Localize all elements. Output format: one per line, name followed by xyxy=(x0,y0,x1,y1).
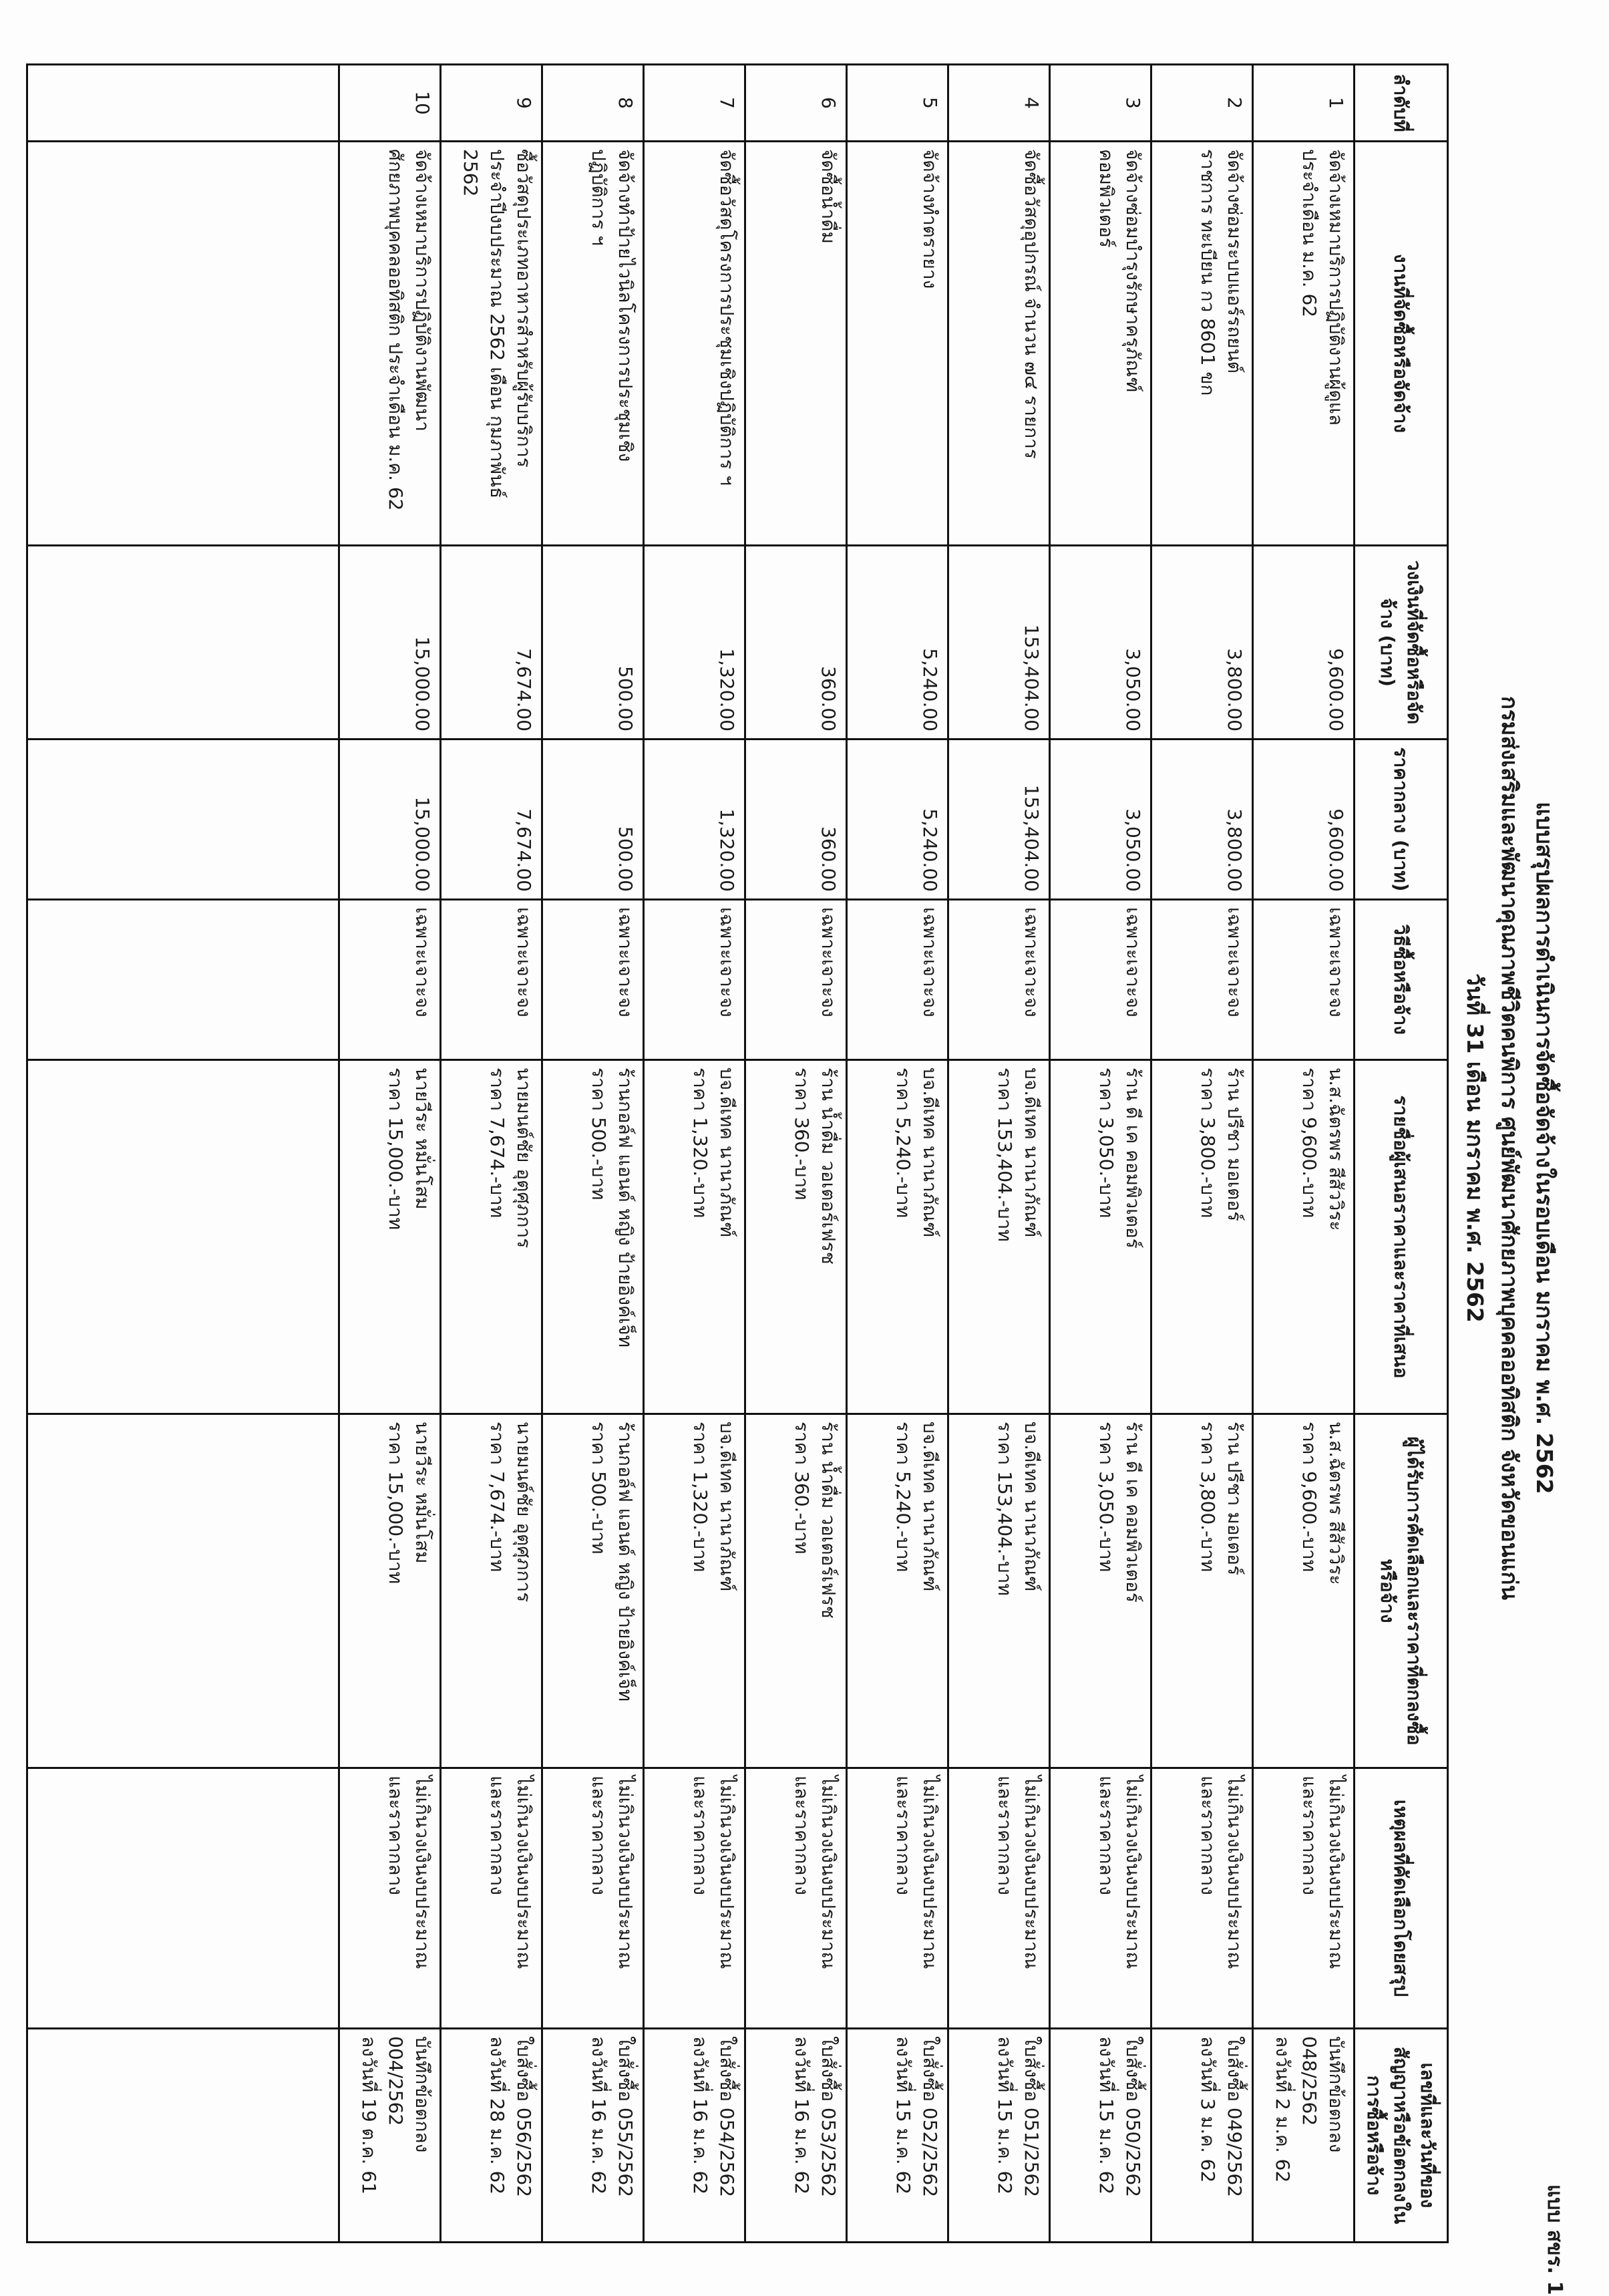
blank-cell xyxy=(27,1768,339,2029)
row-number xyxy=(644,65,745,142)
procurement-item-text: ปฏิบัติการ ฯ xyxy=(588,149,610,246)
budget-amount-text: 3,050.00 xyxy=(1122,648,1144,731)
selection-reason-text: ไม่เกินวงเงินงบประมาณ xyxy=(1224,1776,1246,1969)
bidder-and-price-text: ราคา 3,050.-บาท xyxy=(1095,1068,1117,1218)
selected-vendor-and-price-text: ร้าน ปรีชา มอเตอร์ xyxy=(1224,1422,1246,1576)
table-header-row xyxy=(1355,65,1448,2243)
contract-reference xyxy=(1253,2029,1355,2243)
row-number-text: 7 xyxy=(716,97,738,109)
contract-reference-text: ใบสั่งซื้อ 049/2562 xyxy=(1224,2036,1246,2198)
procurement-item-text: ศักยภาพบุคคลออทิสติก ประจำเดือน ม.ค. 62 xyxy=(385,149,407,511)
document-date: วันที่ 31 เดือน มกราคม พ.ศ. 2562 xyxy=(1462,973,1488,1323)
column-header: ราคากลาง (บาท) xyxy=(1355,740,1448,900)
contract-reference-text: ใบสั่งซื้อ 051/2562 xyxy=(1021,2036,1043,2198)
selection-reason-text: และราคากลาง xyxy=(1197,1776,1219,1895)
contract-reference-text: บันทึกข้อตกลง 004/2562 xyxy=(385,2036,433,2153)
selection-reason-text: และราคากลาง xyxy=(689,1776,711,1895)
contract-reference xyxy=(339,2029,441,2243)
bidder-and-price xyxy=(1253,1060,1355,1414)
procurement-method xyxy=(441,900,542,1060)
budget-amount-text: 360.00 xyxy=(818,666,840,731)
row-number xyxy=(542,65,644,142)
procurement-item xyxy=(441,142,542,546)
selection-reason-text: และราคากลาง xyxy=(791,1776,813,1895)
row-number-text: 3 xyxy=(1122,97,1144,109)
budget-amount-text: 15,000.00 xyxy=(411,636,433,731)
row-number xyxy=(1151,65,1253,142)
budget-amount xyxy=(1151,546,1253,740)
column-header: วงเงินที่จัดซื้อหรือจัดจ้าง (บาท) xyxy=(1355,546,1448,740)
selection-reason xyxy=(644,1768,745,2029)
row-number xyxy=(339,65,441,142)
budget-amount xyxy=(339,546,441,740)
median-price-text: 3,050.00 xyxy=(1122,808,1144,892)
selection-reason xyxy=(948,1768,1050,2029)
procurement-method xyxy=(339,900,441,1060)
contract-reference-text: ลงวันที่ 16 ม.ค. 62 xyxy=(588,2036,610,2195)
column-header: ผู้ได้รับการคัดเลือกและราคาที่ตกลงซื้อหรือจ้าง xyxy=(1355,1414,1448,1768)
column-header: งานที่จัดซื้อหรือจัดจ้าง xyxy=(1355,142,1448,546)
procurement-method-text: เฉพาะเจาะจง xyxy=(1325,907,1347,1017)
row-number-text: 8 xyxy=(614,97,637,109)
selected-vendor-and-price-text: ร้าน น้ำดื่ม วอเตอร์เฟรช xyxy=(818,1422,840,1619)
selected-vendor-and-price-text: นายวีระ หมั่นโสม xyxy=(411,1422,433,1564)
procurement-method-text: เฉพาะเจาะจง xyxy=(1122,907,1144,1017)
procurement-method-text: เฉพาะเจาะจง xyxy=(1224,907,1246,1017)
procurement-item-text: จัดจ้างทำป้ายไวนิลโครงการประชุมเชิง xyxy=(614,149,637,462)
blank-cell xyxy=(27,2029,339,2243)
procurement-method-text: เฉพาะเจาะจง xyxy=(411,907,433,1017)
row-number xyxy=(1050,65,1151,142)
selected-vendor-and-price-text: ราคา 3,050.-บาท xyxy=(1095,1422,1117,1573)
contract-reference xyxy=(847,2029,948,2243)
selection-reason xyxy=(1151,1768,1253,2029)
procurement-method-text: เฉพาะเจาะจง xyxy=(1021,907,1043,1017)
column-header: เหตุผลที่คัดเลือกโดยสรุป xyxy=(1355,1768,1448,2029)
budget-amount-text: 3,800.00 xyxy=(1224,648,1246,731)
table-row xyxy=(1151,65,1253,2243)
contract-reference xyxy=(644,2029,745,2243)
row-number-text: 5 xyxy=(919,97,941,109)
procurement-item-text: จัดจ้างซ่อมบำรุงรักษาครุภัณฑ์ xyxy=(1122,149,1144,393)
contract-reference xyxy=(1151,2029,1253,2243)
contract-reference xyxy=(745,2029,847,2243)
budget-amount-text: 7,674.00 xyxy=(513,648,535,731)
bidder-and-price-text: ราคา 9,600.-บาท xyxy=(1298,1068,1320,1218)
procurement-item xyxy=(1050,142,1151,546)
budget-amount-text: 5,240.00 xyxy=(919,648,941,731)
contract-reference-text: ลงวันที่ 16 ม.ค. 62 xyxy=(791,2036,813,2195)
budget-amount xyxy=(542,546,644,740)
selection-reason-text: และราคากลาง xyxy=(588,1776,610,1895)
bidder-and-price-text: ราคา 3,800.-บาท xyxy=(1197,1068,1219,1218)
table-row xyxy=(542,65,644,2243)
procurement-method xyxy=(847,900,948,1060)
selection-reason-text: ไม่เกินวงเงินงบประมาณ xyxy=(716,1776,738,1969)
median-price xyxy=(1253,740,1355,900)
procurement-item-text: ประจำเดือน ม.ค. 62 xyxy=(1298,149,1320,318)
budget-amount-text: 500.00 xyxy=(614,666,637,731)
agency-name: กรมส่งเสริมและพัฒนาคุณภาพชีวิตคนพิการ ศูนย์พัฒนาศักยภาพบุคคลออทิสติก จังหวัดขอนแก่น xyxy=(1497,695,1523,1601)
contract-reference-text: ลงวันที่ 15 ม.ค. 62 xyxy=(1095,2036,1117,2195)
selection-reason-text: ไม่เกินวงเงินงบประมาณ xyxy=(1122,1776,1144,1969)
bidder-and-price-text: นายมนต์ชัย อุตุศุภการ xyxy=(513,1068,535,1249)
procurement-item xyxy=(644,142,745,546)
median-price-text: 9,600.00 xyxy=(1325,808,1347,892)
selected-vendor-and-price xyxy=(948,1414,1050,1768)
row-number xyxy=(847,65,948,142)
procurement-item-text: ประจำปีงบประมาณ 2562 เดือน กุมภาพันธ์ 2562 xyxy=(460,149,508,499)
bidder-and-price-text: ราคา 360.-บาท xyxy=(791,1068,813,1200)
median-price-text: 153,404.00 xyxy=(1021,784,1043,892)
table-row xyxy=(644,65,745,2243)
bidder-and-price-text: ราคา 153,404.-บาท xyxy=(994,1068,1016,1242)
blank-cell xyxy=(27,1060,339,1414)
table-row xyxy=(1253,65,1355,2243)
median-price xyxy=(847,740,948,900)
median-price-text: 1,320.00 xyxy=(716,808,738,892)
procurement-item xyxy=(1151,142,1253,546)
selected-vendor-and-price xyxy=(644,1414,745,1768)
budget-amount-text: 9,600.00 xyxy=(1325,648,1347,731)
selected-vendor-and-price-text: ราคา 9,600.-บาท xyxy=(1298,1422,1320,1573)
median-price-text: 500.00 xyxy=(614,826,637,892)
budget-amount xyxy=(745,546,847,740)
budget-amount xyxy=(948,546,1050,740)
contract-reference xyxy=(948,2029,1050,2243)
bidder-and-price-text: ราคา 15,000.-บาท xyxy=(385,1068,407,1231)
median-price-text: 5,240.00 xyxy=(919,808,941,892)
procurement-method xyxy=(1151,900,1253,1060)
procurement-item-text: คอมพิวเตอร์ xyxy=(1095,149,1117,248)
selection-reason xyxy=(847,1768,948,2029)
median-price-text: 3,800.00 xyxy=(1224,808,1246,892)
procurement-method-text: เฉพาะเจาะจง xyxy=(818,907,840,1017)
row-number-text: 2 xyxy=(1224,97,1246,109)
selected-vendor-and-price xyxy=(1050,1414,1151,1768)
contract-reference-text: ลงวันที่ 28 ม.ค. 62 xyxy=(486,2036,508,2195)
procurement-item xyxy=(745,142,847,546)
selected-vendor-and-price xyxy=(441,1414,542,1768)
procurement-item xyxy=(847,142,948,546)
bidder-and-price-text: ร้าน ดี เค คอมพิวเตอร์ xyxy=(1122,1068,1144,1249)
median-price xyxy=(339,740,441,900)
procurement-method xyxy=(644,900,745,1060)
table-row xyxy=(1050,65,1151,2243)
bidder-and-price-text: ราคา 500.-บาท xyxy=(588,1068,610,1200)
procurement-method-text: เฉพาะเจาะจง xyxy=(513,907,535,1017)
selected-vendor-and-price-text: บจ.ดีเทค นานาภัณฑ์ xyxy=(1021,1422,1043,1592)
bidder-and-price-text: นายวีระ หมั่นโสม xyxy=(411,1068,433,1210)
blank-cell xyxy=(27,546,339,740)
median-price xyxy=(441,740,542,900)
table-row xyxy=(339,65,441,2243)
procurement-method xyxy=(542,900,644,1060)
bidder-and-price-text: น.ส.ฉัตรพร สีสัววิระ xyxy=(1325,1068,1347,1231)
selection-reason xyxy=(745,1768,847,2029)
budget-amount xyxy=(1253,546,1355,740)
bidder-and-price-text: บจ.ดีเทค นานาภัณฑ์ xyxy=(919,1068,941,1238)
contract-reference-text: ใบสั่งซื้อ 054/2562 xyxy=(716,2036,738,2198)
bidder-and-price-text: ร้าน น้ำดื่ม วอเตอร์เฟรช xyxy=(818,1068,840,1265)
procurement-method xyxy=(948,900,1050,1060)
procurement-item-text: ซื้อวัสดุประเภทอาหารสำหรับผู้รับบริการ xyxy=(513,149,535,468)
selection-reason-text: ไม่เกินวงเงินงบประมาณ xyxy=(1021,1776,1043,1969)
selection-reason-text: ไม่เกินวงเงินงบประมาณ xyxy=(513,1776,535,1969)
selection-reason-text: ไม่เกินวงเงินงบประมาณ xyxy=(1325,1776,1347,1969)
selected-vendor-and-price xyxy=(847,1414,948,1768)
column-header: เลขที่และวันที่ของสัญญาหรือข้อตกลงในการซื้อหรือจ้าง xyxy=(1355,2029,1448,2243)
selection-reason xyxy=(339,1768,441,2029)
contract-reference-text: ใบสั่งซื้อ 053/2562 xyxy=(818,2036,840,2198)
procurement-method-text: เฉพาะเจาะจง xyxy=(716,907,738,1017)
selected-vendor-and-price-text: ราคา 153,404.-บาท xyxy=(994,1422,1016,1596)
median-price-text: 360.00 xyxy=(818,826,840,892)
procurement-item xyxy=(339,142,441,546)
budget-amount xyxy=(441,546,542,740)
bidder-and-price xyxy=(339,1060,441,1414)
row-number-text: 9 xyxy=(513,97,535,109)
bidder-and-price-text: ราคา 7,674.-บาท xyxy=(486,1068,508,1218)
selection-reason xyxy=(441,1768,542,2029)
procurement-item xyxy=(1253,142,1355,546)
procurement-table xyxy=(26,63,1449,2243)
bidder-and-price-text: ร้านกอล์ฟ แอนด์ หญิง ป้ายอิงค์เจ็ท xyxy=(614,1068,637,1348)
procurement-method xyxy=(745,900,847,1060)
median-price xyxy=(948,740,1050,900)
selected-vendor-and-price xyxy=(1151,1414,1253,1768)
selection-reason xyxy=(1050,1768,1151,2029)
bidder-and-price-text: บจ.ดีเทค นานาภัณฑ์ xyxy=(1021,1068,1043,1238)
column-header: ลำดับที่ xyxy=(1355,65,1448,142)
selection-reason-text: และราคากลาง xyxy=(892,1776,914,1895)
procurement-item-text: จัดจ้างเหมาบริการปฏิบัติงานผู้ดูแล xyxy=(1325,149,1347,426)
budget-amount-text: 1,320.00 xyxy=(716,648,738,731)
bidder-and-price-text: ราคา 1,320.-บาท xyxy=(689,1068,711,1218)
selected-vendor-and-price xyxy=(542,1414,644,1768)
selection-reason-text: ไม่เกินวงเงินงบประมาณ xyxy=(411,1776,433,1969)
table-blank-row xyxy=(27,65,339,2243)
row-number-text: 4 xyxy=(1021,97,1043,109)
procurement-method-text: เฉพาะเจาะจง xyxy=(614,907,637,1017)
median-price-text: 15,000.00 xyxy=(411,796,433,892)
form-code: แบบ สขร. 1 xyxy=(1543,2184,1566,2295)
selection-reason xyxy=(542,1768,644,2029)
row-number-text: 6 xyxy=(818,97,840,109)
procurement-item xyxy=(948,142,1050,546)
contract-reference-text: ใบสั่งซื้อ 052/2562 xyxy=(919,2036,941,2198)
contract-reference-text: บันทึกข้อตกลง 048/2562 xyxy=(1298,2036,1347,2153)
table-row xyxy=(847,65,948,2243)
column-header: วิธีซื้อหรือจ้าง xyxy=(1355,900,1448,1060)
selection-reason-text: ไม่เกินวงเงินงบประมาณ xyxy=(614,1776,637,1969)
contract-reference-text: ใบสั่งซื้อ 056/2562 xyxy=(513,2036,535,2198)
procurement-method xyxy=(1253,900,1355,1060)
contract-reference-text: ลงวันที่ 16 ม.ค. 62 xyxy=(689,2036,711,2195)
selection-reason-text: และราคากลาง xyxy=(385,1776,407,1895)
contract-reference-text: ลงวันที่ 3 ม.ค. 62 xyxy=(1197,2036,1219,2183)
contract-reference-text: ใบสั่งซื้อ 050/2562 xyxy=(1122,2036,1144,2198)
procurement-method xyxy=(1050,900,1151,1060)
selected-vendor-and-price xyxy=(745,1414,847,1768)
budget-amount xyxy=(644,546,745,740)
row-number-text: 10 xyxy=(411,91,433,115)
median-price xyxy=(1151,740,1253,900)
contract-reference xyxy=(1050,2029,1151,2243)
blank-cell xyxy=(27,142,339,546)
selection-reason-text: ไม่เกินวงเงินงบประมาณ xyxy=(919,1776,941,1969)
budget-amount xyxy=(1050,546,1151,740)
budget-amount xyxy=(847,546,948,740)
median-price xyxy=(1050,740,1151,900)
budget-amount-text: 153,404.00 xyxy=(1021,624,1043,731)
selection-reason-text: และราคากลาง xyxy=(1298,1776,1320,1895)
blank-cell xyxy=(27,900,339,1060)
procurement-method-text: เฉพาะเจาะจง xyxy=(919,907,941,1017)
contract-reference-text: ลงวันที่ 19 ต.ค. 61 xyxy=(358,2036,380,2194)
selected-vendor-and-price-text: บจ.ดีเทค นานาภัณฑ์ xyxy=(919,1422,941,1592)
selected-vendor-and-price-text: ร้านกอล์ฟ แอนด์ หญิง ป้ายอิงค์เจ็ท xyxy=(614,1422,637,1702)
selected-vendor-and-price-text: ราคา 1,320.-บาท xyxy=(689,1422,711,1573)
contract-reference xyxy=(441,2029,542,2243)
median-price xyxy=(644,740,745,900)
bidder-and-price xyxy=(1050,1060,1151,1414)
column-header: รายชื่อผู้เสนอราคาและราคาที่เสนอ xyxy=(1355,1060,1448,1414)
row-number-text: 1 xyxy=(1325,97,1347,109)
procurement-item-text: จัดจ้างทำตรายาง xyxy=(919,149,941,289)
selected-vendor-and-price xyxy=(339,1414,441,1768)
selected-vendor-and-price-text: ราคา 5,240.-บาท xyxy=(892,1422,914,1573)
median-price xyxy=(542,740,644,900)
procurement-item xyxy=(542,142,644,546)
blank-cell xyxy=(27,1414,339,1768)
selected-vendor-and-price xyxy=(1253,1414,1355,1768)
median-price-text: 7,674.00 xyxy=(513,808,535,892)
procurement-item-text: จัดซื้อน้ำดื่ม xyxy=(818,149,840,244)
selected-vendor-and-price-text: น.ส.ฉัตรพร สีสัววิระ xyxy=(1325,1422,1347,1585)
contract-reference-text: ลงวันที่ 15 ม.ค. 62 xyxy=(892,2036,914,2195)
bidder-and-price-text: ร้าน ปรีชา มอเตอร์ xyxy=(1224,1068,1246,1222)
blank-cell xyxy=(27,65,339,142)
selection-reason-text: และราคากลาง xyxy=(486,1776,508,1895)
selected-vendor-and-price-text: ราคา 7,674.-บาท xyxy=(486,1422,508,1573)
median-price xyxy=(745,740,847,900)
row-number xyxy=(441,65,542,142)
row-number xyxy=(1253,65,1355,142)
procurement-item-text: จัดซื้อวัสดุอุปกรณ์ จำนวน ๗๔ รายการ xyxy=(1021,149,1043,459)
bidder-and-price xyxy=(745,1060,847,1414)
blank-cell xyxy=(27,740,339,900)
selection-reason-text: ไม่เกินวงเงินงบประมาณ xyxy=(818,1776,840,1969)
contract-reference xyxy=(542,2029,644,2243)
contract-reference-text: ใบสั่งซื้อ 055/2562 xyxy=(614,2036,637,2198)
selected-vendor-and-price-text: ราคา 360.-บาท xyxy=(791,1422,813,1554)
table-row xyxy=(745,65,847,2243)
procurement-item-text: จัดจ้างซ่อมระบบแอร์รถยนต์ xyxy=(1224,149,1246,373)
selected-vendor-and-price-text: ราคา 15,000.-บาท xyxy=(385,1422,407,1585)
bidder-and-price-text: บจ.ดีเทค นานาภัณฑ์ xyxy=(716,1068,738,1238)
selected-vendor-and-price-text: ราคา 3,800.-บาท xyxy=(1197,1422,1219,1573)
bidder-and-price xyxy=(542,1060,644,1414)
contract-reference-text: ลงวันที่ 2 ม.ค. 62 xyxy=(1272,2036,1294,2183)
selected-vendor-and-price-text: ราคา 500.-บาท xyxy=(588,1422,610,1554)
bidder-and-price xyxy=(644,1060,745,1414)
bidder-and-price-text: ราคา 5,240.-บาท xyxy=(892,1068,914,1218)
contract-reference-text: ลงวันที่ 15 ม.ค. 62 xyxy=(994,2036,1016,2195)
selection-reason xyxy=(1253,1768,1355,2029)
bidder-and-price xyxy=(948,1060,1050,1414)
procurement-item-text: ราชการ ทะเบียน กว 8601 ขก xyxy=(1197,149,1219,396)
table-row xyxy=(441,65,542,2243)
table-row xyxy=(948,65,1050,2243)
row-number xyxy=(948,65,1050,142)
selected-vendor-and-price-text: นายมนต์ชัย อุตุศุภการ xyxy=(513,1422,535,1603)
bidder-and-price xyxy=(441,1060,542,1414)
document-title: แบบสรุปผลการดำเนินการจัดซื้อจัดจ้างในรอบเดือน มกราคม พ.ศ. 2562 xyxy=(1532,802,1558,1494)
selection-reason-text: และราคากลาง xyxy=(1095,1776,1117,1895)
procurement-item-text: จัดจ้างเหมาบริการปฏิบัติงานพัฒนา xyxy=(411,149,433,432)
row-number xyxy=(745,65,847,142)
bidder-and-price xyxy=(847,1060,948,1414)
selection-reason-text: และราคากลาง xyxy=(994,1776,1016,1895)
procurement-item-text: จัดซื้อวัสดุโครงการประชุมเชิงปฏิบัติการ ฯ xyxy=(716,149,738,486)
selected-vendor-and-price-text: บจ.ดีเทค นานาภัณฑ์ xyxy=(716,1422,738,1592)
bidder-and-price xyxy=(1151,1060,1253,1414)
selected-vendor-and-price-text: ร้าน ดี เค คอมพิวเตอร์ xyxy=(1122,1422,1144,1603)
